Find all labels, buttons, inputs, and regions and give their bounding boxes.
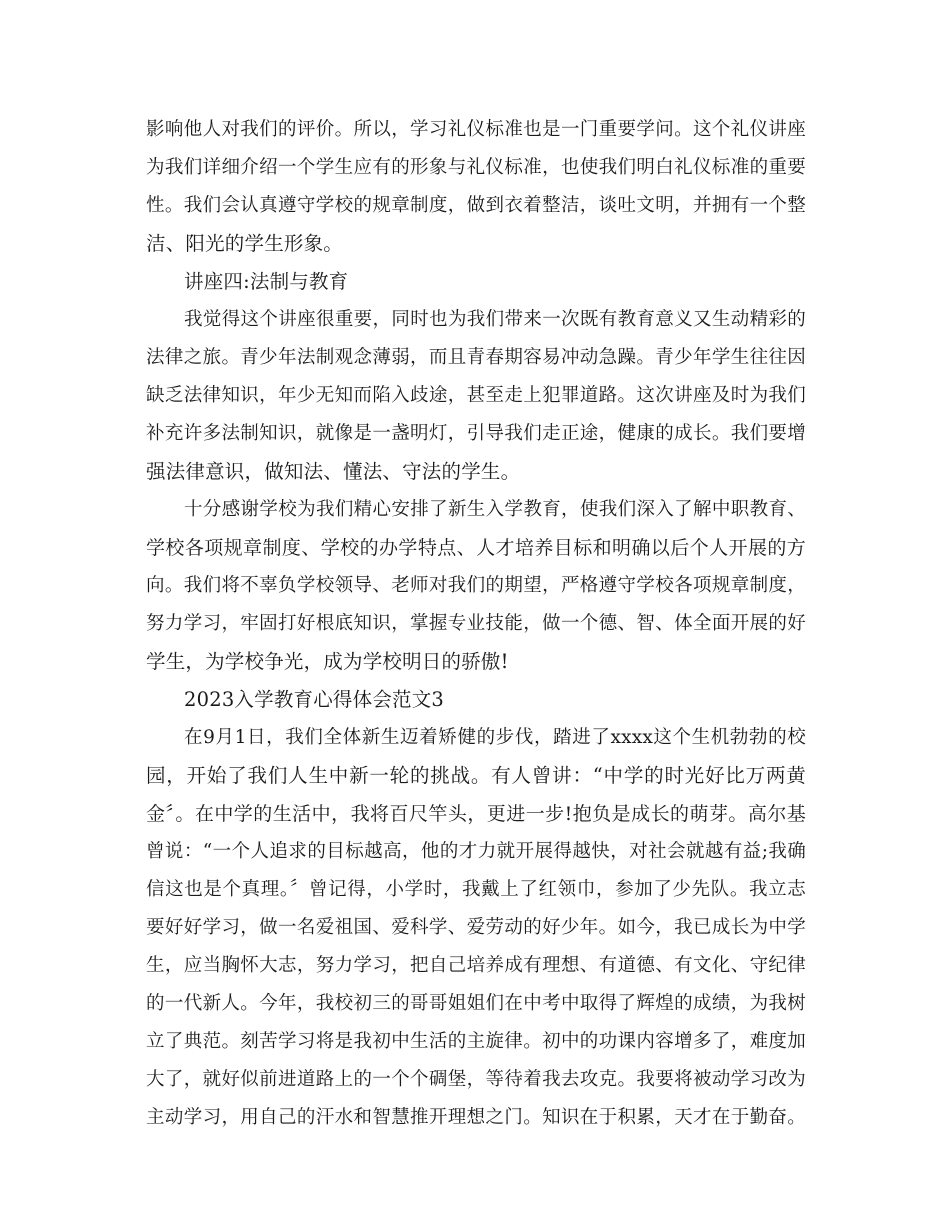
paragraph-line: 的一代新人。今年，我校初三的哥哥姐姐们在中考中取得了辉煌的成绩，为我树 — [146, 993, 806, 1014]
paragraph-line: 向。我们将不辜负学校领导、老师对我们的期望，严格遵守学校各项规章制度， — [146, 575, 806, 596]
paragraph-line: 主动学习，用自己的汗水和智慧推开理想之门。知识在于积累，天才在于勤奋。 — [146, 1107, 806, 1128]
paragraph-line: 洁、阳光的学生形象。 — [146, 232, 344, 255]
paragraph-line: 信这也是个真理。〞曾记得，小学时，我戴上了红领巾，参加了少先队。我立志 — [146, 879, 806, 900]
paragraph-line: 在9月1日，我们全体新生迈着矫健的步伐，踏进了xxxx这个生机勃勃的校 — [184, 727, 806, 748]
paragraph-line: 生，应当胸怀大志，努力学习，把自己培养成有理想、有道德、有文化、守纪律 — [146, 955, 806, 976]
paragraph-line: 园，开始了我们人生中新一轮的挑战。有人曾讲：“中学的时光好比万两黄 — [146, 764, 806, 787]
section-heading: 讲座四:法制与教育 — [184, 270, 349, 293]
paragraph-line: 我觉得这个讲座很重要，同时也为我们带来一次既有教育意义又生动精彩的 — [184, 309, 806, 330]
section-heading: 2023入学教育心得体会范文3 — [184, 688, 445, 711]
paragraph-line: 努力学习，牢固打好根底知识，掌握专业技能，做一个德、智、体全面开展的好 — [146, 613, 806, 634]
paragraph-line: 性。我们会认真遵守学校的规章制度，做到衣着整洁，谈吐文明，并拥有一个整 — [146, 195, 806, 216]
paragraph-line: 学生，为学校争光，成为学校明日的骄傲! — [146, 650, 509, 673]
paragraph-line: 大了，就好似前进道路上的一个个碉堡，等待着我去攻克。我要将被动学习改为 — [146, 1069, 806, 1090]
paragraph-line: 缺乏法律知识，年少无知而陷入歧途，甚至走上犯罪道路。这次讲座及时为我们 — [146, 385, 806, 406]
paragraph-line: 补充许多法制知识，就像是一盏明灯，引导我们走正途，健康的成长。我们要增 — [146, 423, 806, 444]
paragraph-line: 强法律意识，做知法、懂法、守法的学生。 — [146, 460, 521, 483]
paragraph-line: 要好好学习，做一名爱祖国、爱科学、爱劳动的好少年。如今，我已成长为中学 — [146, 917, 806, 938]
paragraph-line: 曾说：“一个人追求的目标越高，他的才力就开展得越快，对社会就越有益;我确 — [146, 841, 806, 862]
paragraph-line: 立了典范。刻苦学习将是我初中生活的主旋律。初中的功课内容增多了，难度加 — [146, 1031, 806, 1052]
paragraph-line: 十分感谢学校为我们精心安排了新生入学教育，使我们深入了解中职教育、 — [184, 499, 806, 520]
paragraph-line: 学校各项规章制度、学校的办学特点、人才培养目标和明确以后个人开展的方 — [146, 537, 806, 559]
paragraph-line: 法律之旅。青少年法制观念薄弱，而且青春期容易冲动急躁。青少年学生往往因 — [146, 347, 806, 368]
paragraph-line: 为我们详细介绍一个学生应有的形象与礼仪标准，也使我们明白礼仪标准的重要 — [146, 157, 806, 178]
paragraph-line: 金〞。在中学的生活中，我将百尺竿头，更进一步!抱负是成长的萌芽。高尔基 — [146, 803, 806, 825]
paragraph-line: 影响他人对我们的评价。所以，学习礼仪标准也是一门重要学问。这个礼仪讲座 — [146, 119, 806, 140]
